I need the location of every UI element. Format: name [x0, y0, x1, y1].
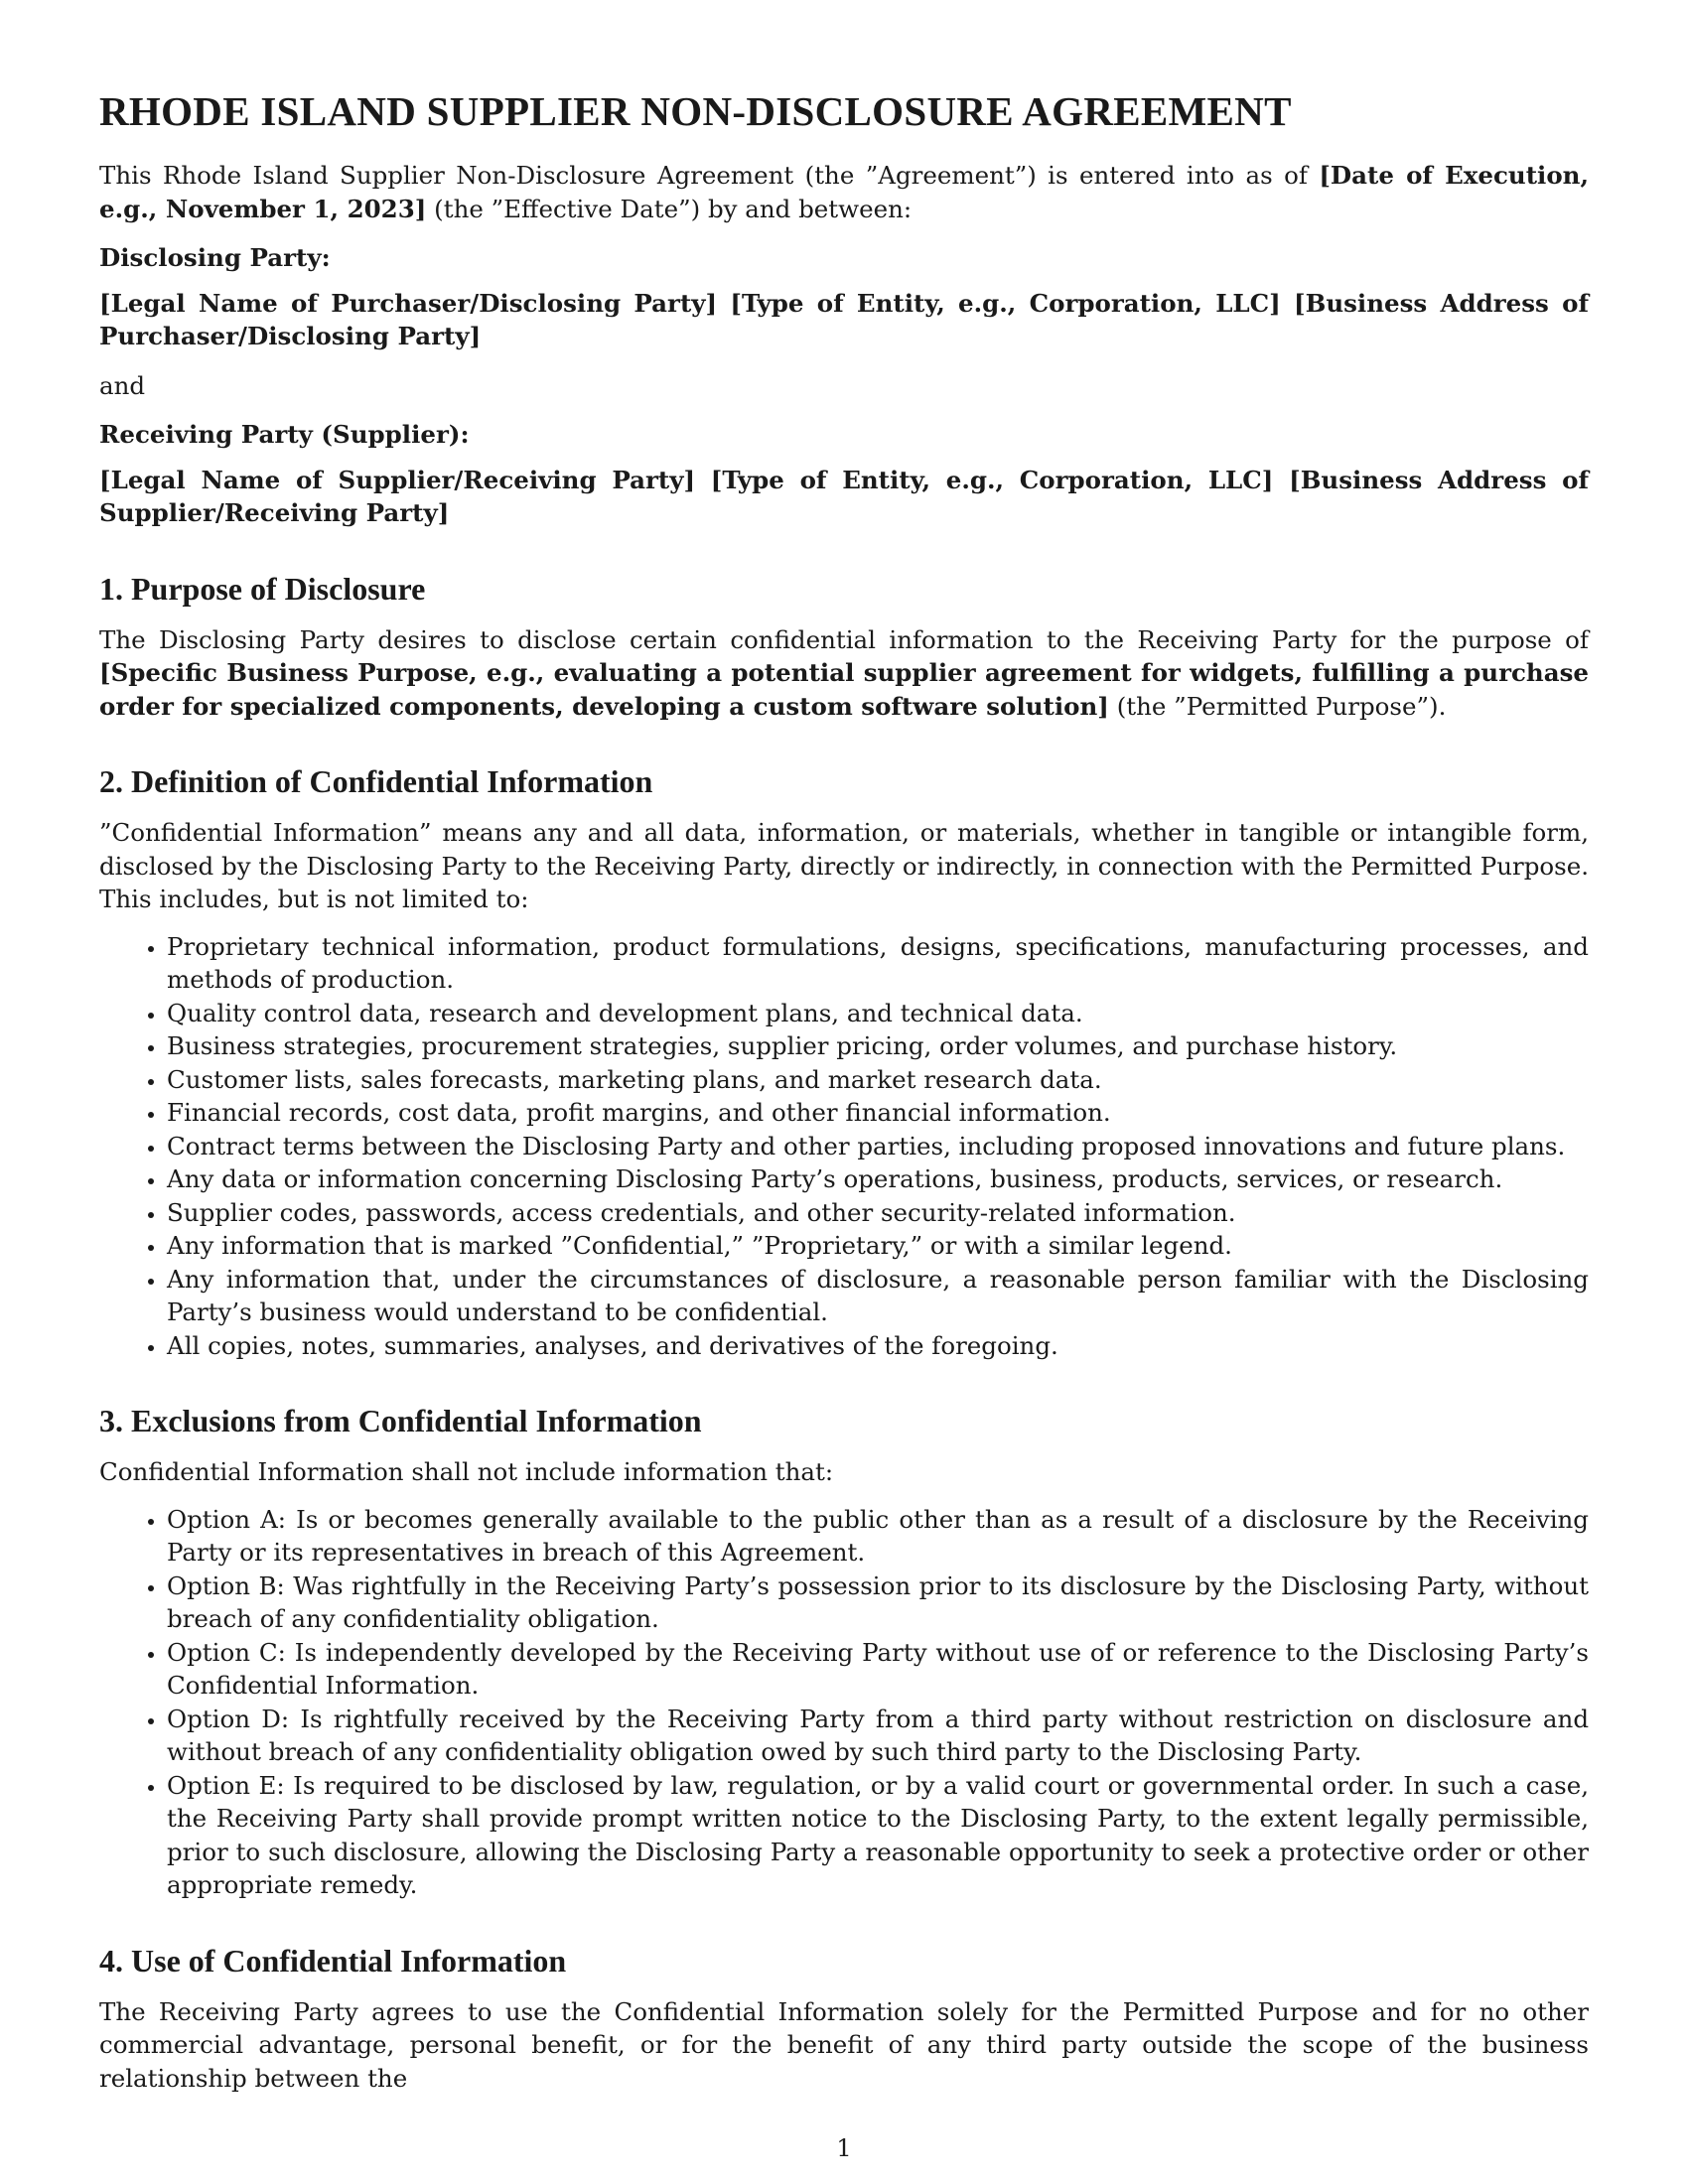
disclosing-party-details: [Legal Name of Purchaser/Disclosing Party] [Type of Entity, e.g., Corporation, LLC] [Business Address of Purchaser/Disclosing Party]	[99, 288, 1589, 350]
confidential-info-list	[99, 930, 1589, 1363]
list-item: • Financial records, cost data, profit margins, and other financial information.	[167, 1096, 1589, 1130]
list-item: • Proprietary technical information, product formulations, designs, specifications, manufacturing processes, and methods of production.	[167, 930, 1589, 997]
document-page	[99, 87, 1589, 2111]
list-item: • Option B: Was rightfully in the Receiving Party’s possession prior to its disclosure by the Disclosing Party, without breach of any confidentiality obligation.	[167, 1570, 1589, 1636]
list-item: • Option A: Is or becomes generally available to the public other than as a result of a disclosure by the Receiving Party or its representatives in breach of this Agreement.	[167, 1503, 1589, 1570]
section-2-heading: 2. Definition of Confidential Information	[99, 763, 653, 799]
section-3-heading: 3. Exclusions from Confidential Information	[99, 1403, 702, 1438]
intro-text-before: This Rhode Island Supplier Non-Disclosure Agreement (the ”Agreement”) is entered into as of	[99, 161, 1320, 190]
list-item: • All copies, notes, summaries, analyses, and derivatives of the foregoing.	[167, 1329, 1589, 1363]
date-placeholder: [Date of Execution, e.g., November 1, 2023]	[99, 161, 1589, 223]
section-3-intro: Confidential Information shall not include information that:	[99, 1457, 834, 1486]
receiving-party-details: [Legal Name of Supplier/Receiving Party] [Type of Entity, e.g., Corporation, LLC] [Business Address of Supplier/Receiving Party]	[99, 465, 1589, 527]
list-item: • Option E: Is required to be disclosed by law, regulation, or by a valid court or governmental order. In such a case, the Receiving Party shall provide prompt written notice to the Disclosing Party, to the extent legally permissible, prior to such disclosure, allowing the Disclosing Party a reasonable opportunity to seek a protective order or other appropriate remedy.	[167, 1769, 1589, 1902]
section-2-intro: ”Confidential Information” means any and all data, information, or materials, whether in tangible or intangible form, disclosed by the Disclosing Party to the Receiving Party, directly or indirectly, in connection with the Permitted Purpose. This includes, but is not limited to:	[99, 818, 1589, 913]
disclosing-party-heading: Disclosing Party:	[99, 243, 331, 272]
list-item: • Quality control data, research and development plans, and technical data.	[167, 997, 1589, 1030]
page-number: 1	[836, 2134, 852, 2162]
list-item: • Supplier codes, passwords, access credentials, and other security-related information.	[167, 1196, 1589, 1230]
section-1-heading: 1. Purpose of Disclosure	[99, 570, 426, 607]
list-item: • Option C: Is independently developed by the Receiving Party without use of or reference to the Disclosing Party’s Confidential Information.	[167, 1636, 1589, 1703]
section-4-heading: 4. Use of Confidential Information	[99, 1942, 567, 1979]
list-item: • Customer lists, sales forecasts, marketing plans, and market research data.	[167, 1063, 1589, 1097]
document-title: RHODE ISLAND SUPPLIER NON-DISCLOSURE AGREEMENT	[99, 88, 1292, 134]
list-item: • Any data or information concerning Disclosing Party’s operations, business, products, services, or research.	[167, 1162, 1589, 1196]
intro-text-after: (the ”Effective Date”) by and between:	[426, 194, 913, 223]
list-item: • Any information that is marked ”Confidential,” ”Proprietary,” or with a similar legend.	[167, 1229, 1589, 1263]
purpose-placeholder: [Specific Business Purpose, e.g., evaluating a potential supplier agreement for widgets, fulfilling a purchase order for specialized components, developing a custom software solution]	[99, 658, 1589, 721]
list-item: • Any information that, under the circumstances of disclosure, a reasonable person familiar with the Disclosing Party’s business would understand to be confidential.	[167, 1263, 1589, 1329]
and-text: and	[99, 370, 146, 400]
section-1-paragraph: The Disclosing Party desires to disclose certain confidential information to the Receiving Party for the purpose of [Specific Business Purpose, e.g., evaluating a potential supplier agreement for widgets, fulfilling a purchase order for specialized components, developing a custom software solution] (the ”Permitted Purpose”).	[99, 624, 1589, 721]
list-item: • Business strategies, procurement strategies, supplier pricing, order volumes, and purchase history.	[167, 1029, 1589, 1063]
list-item: • Option D: Is rightfully received by the Receiving Party from a third party without restriction on disclosure and without breach of any confidentiality obligation owed by such third party to the Disclosing Party.	[167, 1703, 1589, 1769]
receiving-party-heading: Receiving Party (Supplier):	[99, 420, 470, 449]
list-item: • Contract terms between the Disclosing Party and other parties, including proposed innovations and future plans.	[167, 1130, 1589, 1163]
exclusions-list	[99, 1503, 1589, 1902]
section-4-paragraph: The Receiving Party agrees to use the Confidential Information solely for the Permitted Purpose and for no other commercial advantage, personal benefit, or for the benefit of any third party outside the scope of the business relationship between the	[99, 1996, 1589, 2093]
intro-paragraph	[99, 159, 1589, 225]
